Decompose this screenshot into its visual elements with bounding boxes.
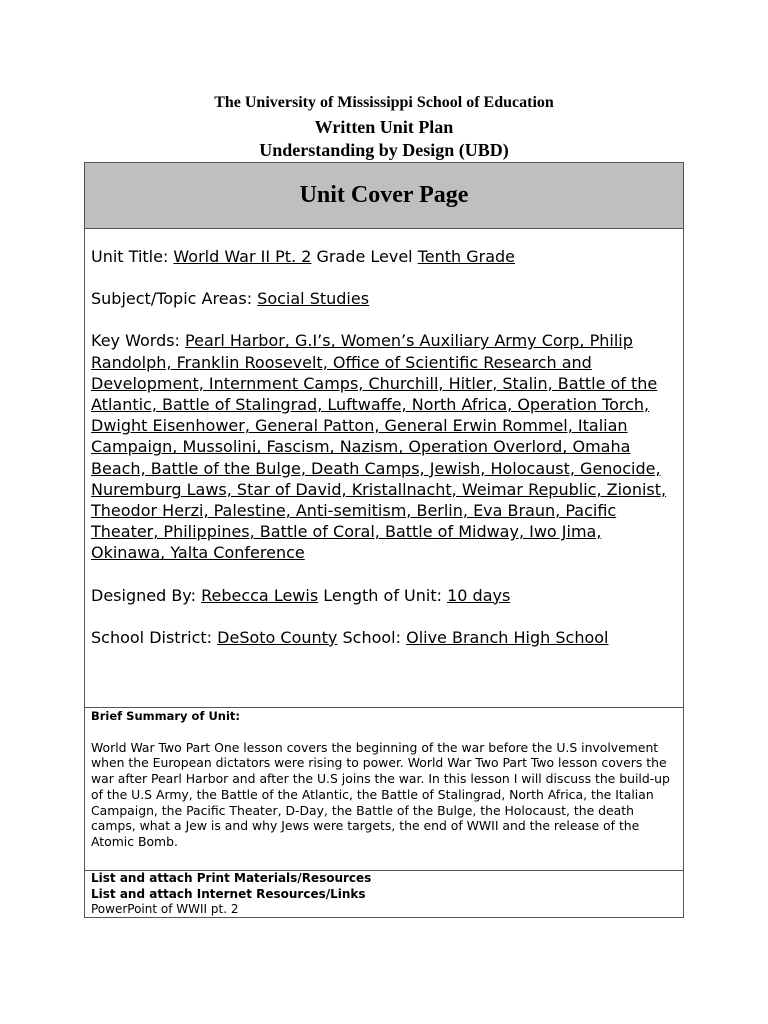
school-value: Olive Branch High School — [406, 627, 609, 647]
unit-info-cell — [84, 228, 684, 708]
district-line — [91, 627, 677, 648]
grade-level-label: Grade Level — [311, 247, 418, 266]
ubd-heading: Understanding by Design (UBD) — [259, 140, 509, 160]
summary-text: World War Two Part One lesson covers the beginning of the war before the U.S involvement when the European dictators were rising to power. World War Two Part Two lesson covers the war after Pearl Harbor and after the U.S joins the war. In this lesson I will discuss the build-up of the U.S Army, the Battle of the Atlantic, the Battle of Stalingrad, North Africa, the Italian Campaign, the Pacific Theater, D-Day, the Battle of the Bulge, the Holocaust, the death camps, what a Jew is and why Jews were targets, the end of WWII and the release of the Atomic Bomb. — [91, 739, 670, 849]
resource-item: PowerPoint of WWII pt. 2 — [91, 902, 239, 916]
unit-length-value: 10 days — [447, 585, 511, 605]
key-words-label: Key Words: — [91, 331, 186, 351]
key-words-paragraph — [91, 330, 677, 563]
district-value: DeSoto County — [217, 627, 338, 647]
print-resources-label: List and attach Print Materials/Resources — [91, 871, 372, 885]
summary-label: Brief Summary of Unit: — [91, 709, 241, 723]
district-label: School District: — [91, 627, 218, 647]
school-heading: The University of Mississippi School of Education — [214, 94, 554, 111]
designer-label: Designed By: — [91, 585, 202, 605]
key-words-value: Pearl Harbor, G.I’s, Women’s Auxiliary Army Corp, Philip Randolph, Franklin Roosevelt, Office of Scientific Research and Development, Internment Camps, Churchill, Hitler, Stalin, Battle of the Atlantic, Battle of Stalingrad, Luftwaffe, North Africa, Operation Torch, Dwight Eisenhower, General Patton, General Erwin Rommel, Italian Campaign, Mussolini, Fascism, Nazism, Operation Overlord, Omaha Beach, Battle of the Bulge, Death Camps, Jewish, Holocaust, Genocide, Nuremburg Laws, Star of David, Kristallnacht, Weimar Republic, Zionist, Theodor Herzi, Palestine, Anti-semitism, Berlin, Eva Braun, Pacific Theater, Philippines, Battle of Coral, Battle of Midway, Iwo Jima, Okinawa, Yalta Conference — [91, 331, 667, 563]
subject-value: Social Studies — [257, 289, 370, 309]
grade-level-value: Tenth Grade — [417, 247, 516, 266]
plan-heading: Written Unit Plan — [314, 117, 454, 137]
subject-label: Subject/Topic Areas: — [91, 289, 258, 309]
unit-title-value: World War II Pt. 2 — [173, 247, 312, 266]
cover-title-cell — [84, 162, 684, 229]
unit-length-label: Length of Unit: — [318, 585, 448, 605]
school-label: School: — [337, 627, 407, 647]
summary-cell — [84, 707, 684, 871]
cover-title: Unit Cover Page — [299, 182, 469, 208]
internet-resources-label: List and attach Internet Resources/Links — [91, 886, 366, 901]
resources-cell — [84, 870, 684, 918]
designer-line — [91, 585, 677, 606]
unit-title-label: Unit Title: — [91, 247, 174, 266]
subject-line — [91, 288, 677, 309]
designer-value: Rebecca Lewis — [201, 585, 319, 605]
unit-title-line — [91, 246, 677, 267]
